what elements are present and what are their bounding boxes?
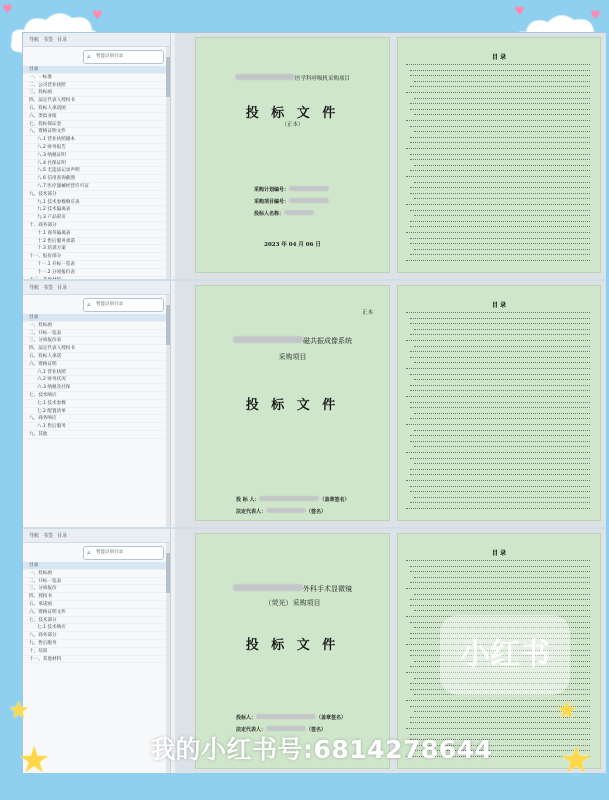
- bookmark-item[interactable]: 九、技术部分: [23, 191, 170, 199]
- toc-leader-line: [410, 159, 590, 160]
- bookmark-item[interactable]: 七.1 技术参数: [23, 400, 170, 408]
- navigation-pane: [23, 529, 171, 773]
- star-icon: ★: [18, 740, 51, 781]
- toc-leader-line: [410, 474, 590, 475]
- bookmark-item[interactable]: 一、投标函: [23, 570, 170, 578]
- toc-leader-line: [410, 75, 590, 76]
- toc-leader-line: [414, 81, 590, 82]
- redacted-text: [235, 74, 295, 80]
- bookmark-item[interactable]: 目录: [23, 562, 170, 570]
- toc-leader-line: [410, 193, 590, 194]
- toc-leader-line: [410, 154, 590, 155]
- toc-leader-line: [410, 187, 590, 188]
- bookmark-item[interactable]: 四、授权书: [23, 593, 170, 601]
- copy-label: （正本）: [281, 122, 304, 128]
- toc-leader-line: [406, 64, 590, 65]
- toc-leader-line: [406, 452, 590, 453]
- toc-leader-line: [406, 588, 590, 589]
- toc-leader-line: [406, 232, 590, 233]
- toc-leader-line: [410, 226, 590, 227]
- field-legal-rep: 法定代表人： （签名）: [236, 727, 327, 733]
- bookmark-item[interactable]: 八.3 纳税证明: [23, 152, 170, 160]
- toc-leader-line: [410, 441, 590, 442]
- toc-leader-line: [410, 566, 590, 567]
- bookmark-item[interactable]: 十.1 商务偏离表: [23, 230, 170, 238]
- bookmark-item[interactable]: 二、开标一览表: [23, 578, 170, 586]
- toc-leader-line: [406, 508, 590, 509]
- toc-leader-line: [414, 362, 590, 363]
- toc-leader-line: [410, 254, 590, 255]
- bookmark-item[interactable]: 七、技术响应: [23, 392, 170, 400]
- bookmark-item[interactable]: 六、资格证明: [23, 361, 170, 369]
- toc-leader-line: [410, 318, 590, 319]
- bookmark-item[interactable]: 五、投标人承诺: [23, 353, 170, 361]
- toc-leader-line: [414, 98, 590, 99]
- document-title: 投 标 文 件: [245, 638, 340, 653]
- bookmark-item[interactable]: 八.4 社保证明: [23, 160, 170, 168]
- toc-leader-line: [410, 491, 590, 492]
- toc-leader-line: [410, 86, 590, 87]
- scrollbar[interactable]: [166, 295, 170, 527]
- bookmark-item[interactable]: 八.2 财务报告: [23, 144, 170, 152]
- bookmark-item[interactable]: 八.6 信用查询截图: [23, 175, 170, 183]
- toc-leader-line: [406, 148, 590, 149]
- toc-leader-line: [410, 210, 590, 211]
- toc-leader-line: [406, 368, 590, 369]
- bookmark-item[interactable]: 九、售后服务: [23, 640, 170, 648]
- toc-leader-line: [410, 70, 590, 71]
- toc-leader-line: [406, 176, 590, 177]
- toc-title: 目 录: [491, 550, 507, 557]
- xiaohongshu-badge: 小红书: [440, 615, 570, 695]
- toc-leader-line: [414, 446, 590, 447]
- star-icon: ★: [556, 696, 578, 724]
- bookmark-list: [23, 562, 170, 663]
- bookmark-item[interactable]: 二、公司营业执照: [23, 82, 170, 90]
- project-title: 医学科呼吸机采购项目: [196, 74, 389, 82]
- bookmark-item[interactable]: 八.1 售后服务: [23, 423, 170, 431]
- viewer-panel-1: [23, 33, 606, 281]
- toc-leader-line: [414, 131, 590, 132]
- tab-toc[interactable]: 目录: [57, 533, 68, 539]
- toc-leader-line: [406, 396, 590, 397]
- nav-tabs: [23, 281, 170, 295]
- bookmark-item[interactable]: 三、分项报价: [23, 585, 170, 593]
- toc-leader-line: [414, 329, 590, 330]
- toc-leader-line: [410, 571, 590, 572]
- bookmark-item[interactable]: 目录: [23, 314, 170, 322]
- toc-leader-line: [406, 260, 590, 261]
- toc-leader-line: [414, 577, 590, 578]
- bookmark-item[interactable]: 八、资格证明文件: [23, 128, 170, 136]
- toc-leader-line: [410, 486, 590, 487]
- bookmark-list: [23, 66, 170, 279]
- toc-leader-line: [410, 418, 590, 419]
- bookmark-item[interactable]: 六.1 营业执照: [23, 369, 170, 377]
- cover-page: [195, 285, 390, 521]
- document-title: 投 标 文 件: [245, 106, 340, 121]
- bookmark-item[interactable]: 六、资格证明文件: [23, 609, 170, 617]
- field-bidder-name: 投标人名称：: [254, 210, 314, 217]
- heart-icon: ♥: [590, 8, 601, 22]
- heart-icon: ♥: [514, 4, 525, 18]
- toc-title: 目 录: [491, 54, 507, 61]
- toc-leader-line: [410, 170, 590, 171]
- project-title: 外科手术显微镜: [196, 584, 389, 594]
- bookmark-item[interactable]: 九.1 技术参数响应表: [23, 199, 170, 207]
- bookmark-item[interactable]: 九.2 技术偏离表: [23, 206, 170, 214]
- bookmark-item[interactable]: 五、投标人承诺函: [23, 105, 170, 113]
- toc-leader-line: [410, 126, 590, 127]
- navigation-pane: [23, 33, 171, 279]
- star-icon: ★: [8, 696, 30, 724]
- bookmark-item[interactable]: 八.1 营业执照副本: [23, 136, 170, 144]
- toc-leader-line: [410, 402, 590, 403]
- tab-nav[interactable]: 导航: [29, 533, 40, 539]
- scrollbar[interactable]: [166, 47, 170, 279]
- bookmark-item[interactable]: 八.5 无违法记录声明: [23, 167, 170, 175]
- bookmark-item[interactable]: 十一、报价部分: [23, 253, 170, 261]
- bookmark-item[interactable]: [23, 277, 170, 279]
- tab-nav[interactable]: 导航: [29, 37, 40, 43]
- toc-leader-line: [406, 92, 590, 93]
- toc-leader-line: [410, 407, 590, 408]
- tab-toc[interactable]: 目录: [57, 285, 68, 291]
- toc-leader-line: [414, 610, 590, 611]
- toc-page: [397, 37, 601, 273]
- bookmark-item[interactable]: 七.1 技术响应: [23, 624, 170, 632]
- field-plan-number: 采购计划编号：: [254, 186, 329, 193]
- bookmark-item[interactable]: 七.2 配置清单: [23, 408, 170, 416]
- star-icon: ★: [560, 740, 593, 781]
- toc-leader-line: [414, 497, 590, 498]
- toc-page: [397, 285, 601, 521]
- navigation-pane: [23, 281, 171, 527]
- toc-leader-line: [410, 109, 590, 110]
- toc-leader-line: [410, 605, 590, 606]
- bookmark-item[interactable]: 三、分项报价表: [23, 337, 170, 345]
- toc-leader-line: [414, 215, 590, 216]
- bookmark-item[interactable]: 十.2 售后服务承诺: [23, 238, 170, 246]
- watermark-text: 我的小红书号:6814278644: [150, 735, 493, 764]
- toc-leader-line: [414, 249, 590, 250]
- bookmark-item[interactable]: 八.7 医疗器械经营许可证: [23, 183, 170, 191]
- toc-leader-line: [410, 103, 590, 104]
- toc-leader-line: [410, 334, 590, 335]
- bookmark-item[interactable]: 一、投标函: [23, 322, 170, 330]
- bookmark-item[interactable]: 一、一标准: [23, 74, 170, 82]
- project-title-line2: （荧光）采购项目: [264, 599, 321, 607]
- toc-leader-line: [406, 560, 590, 561]
- toc-leader-line: [406, 340, 590, 341]
- bookmark-item[interactable]: 九、其他: [23, 431, 170, 439]
- toc-leader-line: [410, 238, 590, 239]
- bookmark-list: [23, 314, 170, 439]
- toc-leader-line: [410, 385, 590, 386]
- smart-toc-button[interactable]: ⌕ 智能识别目录: [83, 546, 164, 560]
- document-title: 投 标 文 件: [245, 398, 340, 413]
- tab-bookmark[interactable]: 书签: [43, 285, 54, 291]
- bookmark-item[interactable]: 八、商务响应: [23, 415, 170, 423]
- bookmark-item[interactable]: 十.3 培训方案: [23, 245, 170, 253]
- cover-page: [195, 37, 390, 273]
- toc-leader-line: [406, 204, 590, 205]
- bookmark-item[interactable]: 十一.2 分项报价表: [23, 269, 170, 277]
- toc-leader-line: [410, 582, 590, 583]
- toc-leader-line: [414, 182, 590, 183]
- bookmark-item[interactable]: 六.2 财务状况: [23, 376, 170, 384]
- toc-leader-line: [406, 312, 590, 313]
- toc-leader-line: [410, 323, 590, 324]
- bookmark-item[interactable]: 十、商务部分: [23, 222, 170, 230]
- toc-leader-line: [410, 357, 590, 358]
- bookmark-item[interactable]: 四、法定代表人授权书: [23, 345, 170, 353]
- page-area: [175, 33, 606, 279]
- copy-label: 正本: [361, 310, 373, 316]
- bookmark-item[interactable]: 七、投标保证金: [23, 121, 170, 129]
- bookmark-item[interactable]: 十、培训: [23, 648, 170, 656]
- smart-toc-button[interactable]: ⌕ 智能识别目录: [83, 50, 164, 64]
- toc-leader-line: [414, 594, 590, 595]
- toc-leader-line: [414, 430, 590, 431]
- field-legal-rep: 法定代表人： （签名）: [236, 509, 327, 515]
- project-title-line2: 采购项目: [278, 353, 307, 361]
- toc-leader-line: [414, 463, 590, 464]
- toc-leader-line: [410, 137, 590, 138]
- toc-leader-line: [414, 346, 590, 347]
- smart-toc-button[interactable]: ⌕ 智能识别目录: [83, 298, 164, 312]
- field-project-number: 采购项目编号：: [254, 198, 329, 205]
- toc-leader-line: [406, 480, 590, 481]
- nav-tabs: [23, 33, 170, 47]
- viewer-panel-2: [23, 281, 606, 529]
- bookmark-item[interactable]: 六.3 纳税及社保: [23, 384, 170, 392]
- tab-bookmark[interactable]: 书签: [43, 37, 54, 43]
- toc-leader-line: [410, 458, 590, 459]
- toc-leader-line: [414, 198, 590, 199]
- bookmark-item[interactable]: 八、商务部分: [23, 632, 170, 640]
- bookmark-item[interactable]: 目录: [23, 66, 170, 74]
- toc-leader-line: [406, 120, 590, 121]
- cover-date: 2023 年 04 月 06 日: [264, 242, 321, 248]
- toc-leader-line: [410, 599, 590, 600]
- bookmark-item[interactable]: 九.3 产品彩页: [23, 214, 170, 222]
- bookmark-item[interactable]: 四、法定代表人授权书: [23, 97, 170, 105]
- bookmark-item[interactable]: 十一、其他材料: [23, 656, 170, 664]
- tab-nav[interactable]: 导航: [29, 285, 40, 291]
- toc-leader-line: [414, 379, 590, 380]
- bookmark-item[interactable]: 六、类似业绩: [23, 113, 170, 121]
- bookmark-item[interactable]: 五、承诺函: [23, 601, 170, 609]
- page-area: [175, 281, 606, 527]
- tab-bookmark[interactable]: 书签: [43, 533, 54, 539]
- toc-leader-line: [414, 413, 590, 414]
- redacted-text: [233, 336, 303, 343]
- heart-icon: ♥: [92, 8, 103, 22]
- toc-leader-line: [410, 221, 590, 222]
- toc-leader-line: [410, 374, 590, 375]
- heart-icon: ♥: [2, 2, 13, 16]
- toc-leader-line: [410, 435, 590, 436]
- toc-leader-line: [406, 424, 590, 425]
- tab-toc[interactable]: 目录: [57, 37, 68, 43]
- toc-title: 目 录: [491, 302, 507, 309]
- nav-tabs: [23, 529, 170, 543]
- bookmark-item[interactable]: 二、开标一览表: [23, 330, 170, 338]
- project-title: 磁共振成像系统: [196, 336, 389, 346]
- field-bidder: 投标人： （盖章签名）: [236, 715, 347, 721]
- bookmark-item[interactable]: 三、投标函: [23, 89, 170, 97]
- toc-leader-line: [414, 165, 590, 166]
- redacted-text: [233, 584, 303, 591]
- toc-leader-line: [410, 142, 590, 143]
- toc-leader-line: [410, 243, 590, 244]
- toc-leader-line: [410, 469, 590, 470]
- toc-leader-line: [410, 502, 590, 503]
- bookmark-item[interactable]: 十一.1 开标一览表: [23, 261, 170, 269]
- field-bidder: 投 标 人： （盖章签名）: [236, 497, 350, 503]
- bookmark-item[interactable]: 七、技术部分: [23, 617, 170, 625]
- toc-leader-line: [410, 351, 590, 352]
- toc-leader-line: [406, 728, 590, 729]
- toc-leader-line: [414, 114, 590, 115]
- toc-leader-line: [410, 390, 590, 391]
